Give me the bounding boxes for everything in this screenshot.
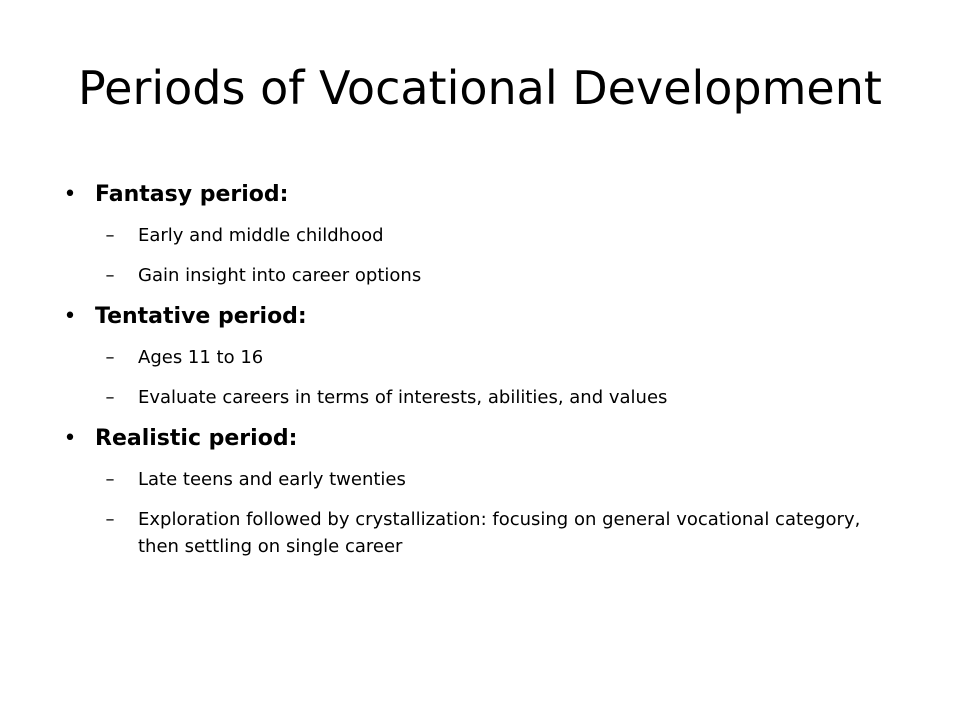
bullet-icon: • bbox=[63, 426, 77, 451]
bullet-item bbox=[60, 418, 880, 460]
sub-item bbox=[60, 338, 880, 378]
dash-icon: – bbox=[105, 265, 115, 286]
slide-title: Periods of Vocational Development bbox=[78, 61, 882, 115]
bullet-item bbox=[60, 174, 880, 216]
sub-item-text: Late teens and early twenties bbox=[138, 469, 406, 490]
sub-item-text: Evaluate careers in terms of interests, abilities, and values bbox=[138, 387, 668, 408]
sub-item bbox=[60, 500, 880, 567]
bullet-section-fantasy bbox=[60, 174, 880, 296]
dash-icon: – bbox=[105, 469, 115, 490]
bullet-label: Realistic period: bbox=[95, 426, 298, 451]
dash-icon: – bbox=[105, 225, 115, 246]
dash-icon: – bbox=[105, 509, 115, 530]
slide-body bbox=[60, 174, 880, 567]
bullet-icon: • bbox=[63, 304, 77, 329]
dash-icon: – bbox=[105, 387, 115, 408]
sub-item bbox=[60, 256, 880, 296]
sub-item-text: Gain insight into career options bbox=[138, 265, 422, 286]
bullet-icon: • bbox=[63, 182, 77, 207]
bullet-item bbox=[60, 296, 880, 338]
sub-item-text: Ages 11 to 16 bbox=[138, 347, 264, 368]
sub-item-text: Early and middle childhood bbox=[138, 225, 384, 246]
bullet-label: Fantasy period: bbox=[95, 182, 289, 207]
sub-item bbox=[60, 460, 880, 500]
sub-item-text: Exploration followed by crystallization: focusing on general vocational category, then settling on single career bbox=[138, 509, 861, 557]
bullet-label: Tentative period: bbox=[95, 304, 307, 329]
sub-item bbox=[60, 378, 880, 418]
bullet-section-realistic bbox=[60, 418, 880, 567]
sub-item bbox=[60, 216, 880, 256]
dash-icon: – bbox=[105, 347, 115, 368]
bullet-section-tentative bbox=[60, 296, 880, 418]
